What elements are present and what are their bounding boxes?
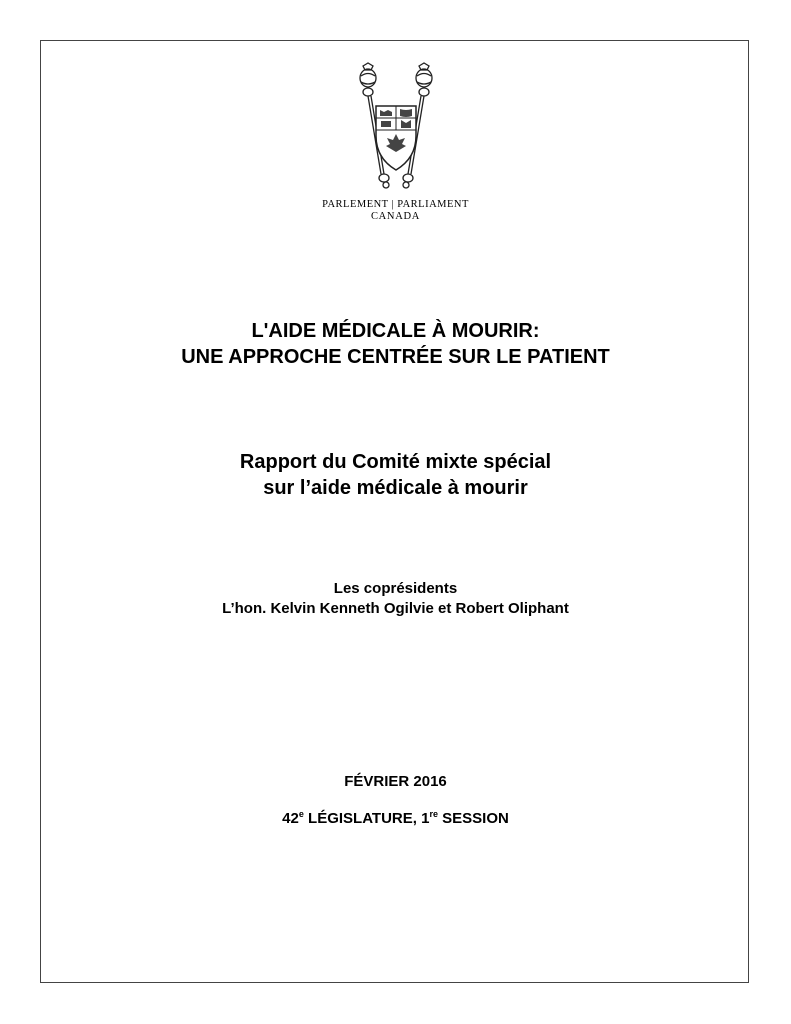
legislature-label: LÉGISLATURE, 1: [308, 810, 430, 827]
parliament-wordmark: [0, 198, 791, 211]
report-title: [0, 318, 791, 370]
parliament-crest-icon: [341, 62, 451, 190]
report-title-line1: L'AIDE MÉDICALE À MOURIR:: [251, 320, 540, 342]
parliament-logo: [0, 62, 791, 222]
parliament-en-label: PARLIAMENT: [397, 199, 469, 210]
report-subtitle-line2: sur l’aide médicale à mourir: [263, 477, 528, 499]
co-chairs-heading: Les coprésidents: [333, 580, 458, 597]
co-chairs: [0, 579, 791, 619]
report-subtitle: [0, 449, 791, 501]
session-label: SESSION: [442, 810, 509, 827]
co-chairs-names: L’hon. Kelvin Kenneth Ogilvie et Robert Oliphant: [222, 600, 569, 617]
session-number-suffix: re: [429, 809, 438, 819]
legislature-number-suffix: e: [298, 809, 304, 819]
wordmark-separator: |: [391, 199, 395, 210]
country-label: CANADA: [370, 211, 421, 222]
legislature-number: 42: [282, 810, 299, 827]
report-title-line2: UNE APPROCHE CENTRÉE SUR LE PATIENT: [181, 346, 610, 368]
report-date: FÉVRIER 2016: [344, 773, 447, 790]
legislature-session: [0, 810, 791, 827]
report-subtitle-line1: Rapport du Comité mixte spécial: [239, 451, 552, 473]
parliament-fr-label: PARLEMENT: [322, 199, 389, 210]
